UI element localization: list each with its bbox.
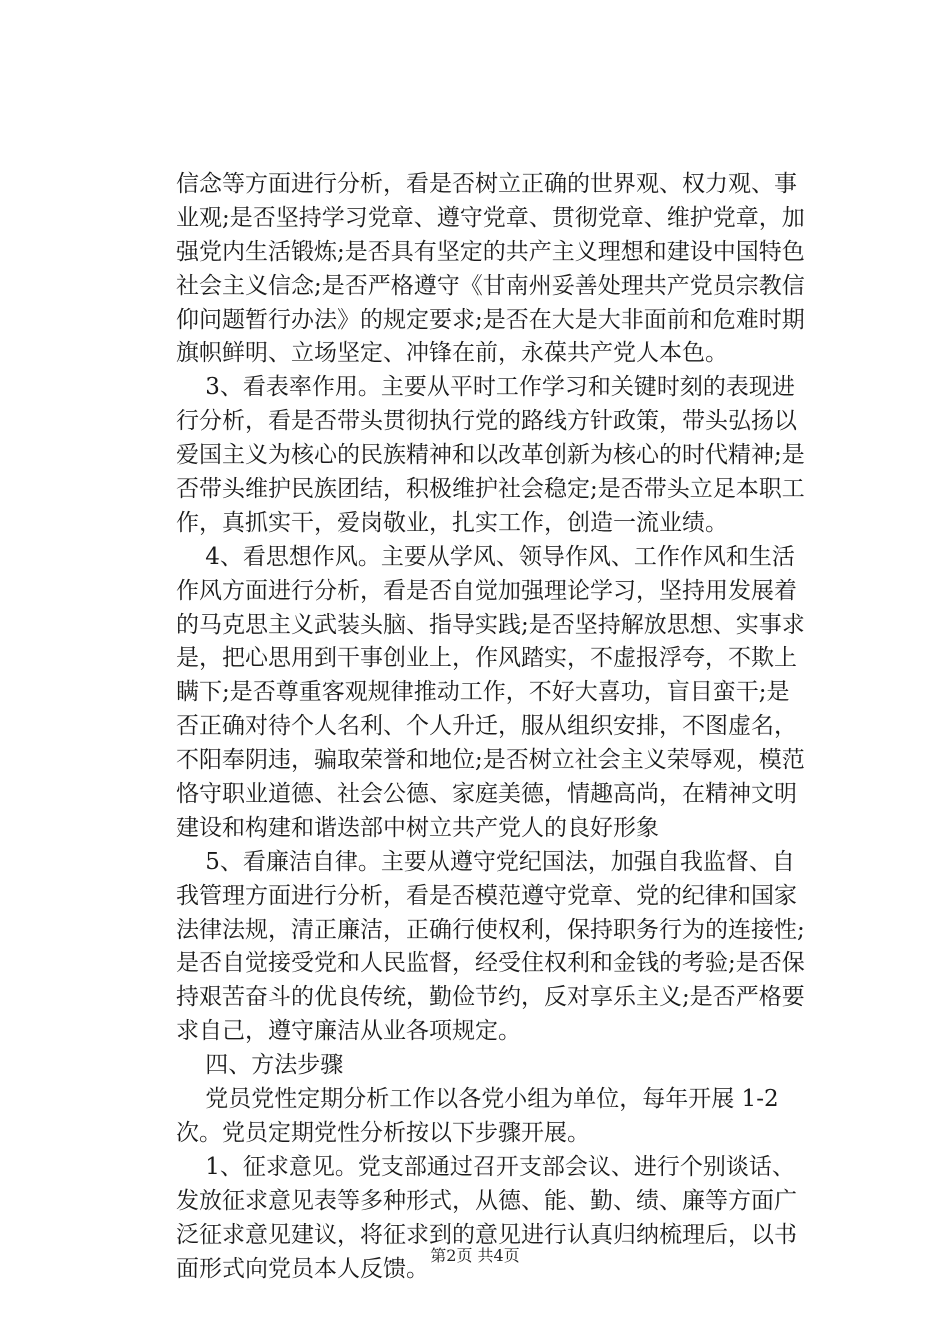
text-line: 4、看思想作风。主要从学风、领导作风、工作作风和生活 — [176, 543, 795, 570]
text-line: 信念等方面进行分析，看是否树立正确的世界观、权力观、事 — [176, 171, 797, 197]
text-line: 党员党性定期分析工作以各党小组为单位，每年开展 1-2 — [176, 1086, 779, 1113]
section-heading: 四、方法步骤 — [176, 1052, 344, 1079]
text-line: 仰问题暂行办法》的规定要求;是否在大是大非面前和危难时期 — [176, 306, 805, 333]
text-line: 我管理方面进行分析，看是否模范遵守党章、党的纪律和国家 — [176, 882, 797, 909]
text-line: 爱国主义为核心的民族精神和以改革创新为核心的时代精神;是 — [176, 442, 805, 469]
text-line: 否带头维护民族团结，积极维护社会稳定;是否带头立足本职工 — [176, 476, 805, 503]
text-line: 不阳奉阴违，骗取荣誉和地位;是否树立社会主义荣辱观，模范 — [176, 747, 805, 774]
text-line: 瞒下;是否尊重客观规律推动工作，不好大喜功，盲目蛮干;是 — [176, 679, 790, 706]
text-line: 否正确对待个人名利、个人升迁，服从组织安排，不图虚名， — [176, 713, 797, 740]
page-footer: 第2页 共4页 — [430, 1246, 520, 1265]
text-line: 的马克思主义武装头脑、指导实践;是否坚持解放思想、实事求 — [176, 611, 805, 638]
text-line: 面形式向党员本人反馈。 — [176, 1255, 429, 1282]
text-line: 5、看廉洁自律。主要从遵守党纪国法，加强自我监督、自 — [176, 848, 795, 875]
text-line: 法律法规，清正廉洁，正确行使权利，保持职务行为的连接性; — [176, 916, 805, 943]
text-line: 发放征求意见表等多种形式，从德、能、勤、绩、廉等方面广 — [176, 1187, 797, 1214]
document-body — [176, 168, 836, 1286]
text-line: 恪守职业道德、社会公德、家庭美德，情趣高尚，在精神文明 — [176, 781, 797, 808]
text-line: 强党内生活锻炼;是否具有坚定的共产主义理想和建设中国特色 — [176, 238, 805, 265]
text-line: 作，真抓实干，爱岗敬业，扎实工作，创造一流业绩。 — [176, 509, 728, 536]
text-line: 旗帜鲜明、立场坚定、冲锋在前，永葆共产党人本色。 — [176, 340, 728, 367]
text-line: 是，把心思用到干事创业上，作风踏实，不虚报浮夸，不欺上 — [176, 645, 797, 672]
text-line: 业观;是否坚持学习党章、遵守党章、贯彻党章、维护党章，加 — [176, 204, 805, 231]
text-line: 次。党员定期党性分析按以下步骤开展。 — [176, 1119, 590, 1146]
text-line: 社会主义信念;是否严格遵守《甘南州妥善处理共产党员宗教信 — [176, 272, 805, 299]
text-line: 持艰苦奋斗的优良传统，勤俭节约，反对享乐主义;是否严格要 — [176, 984, 805, 1011]
text-line: 1、征求意见。党支部通过召开支部会议、进行个别谈话、 — [176, 1153, 795, 1180]
text-line: 行分析，看是否带头贯彻执行党的路线方针政策，带头弘扬以 — [176, 408, 797, 435]
text-line: 求自己，遵守廉洁从业各项规定。 — [176, 1018, 521, 1045]
text-line: 建设和构建和谐迭部中树立共产党人的良好形象 — [176, 814, 659, 841]
text-line: 作风方面进行分析，看是否自觉加强理论学习，坚持用发展着 — [176, 577, 797, 604]
text-line: 泛征求意见建议，将征求到的意见进行认真归纳梳理后，以书 — [176, 1221, 797, 1248]
text-line: 是否自觉接受党和人民监督，经受住权利和金钱的考验;是否保 — [176, 950, 805, 977]
text-line: 3、看表率作用。主要从平时工作学习和关键时刻的表现进 — [176, 374, 795, 401]
